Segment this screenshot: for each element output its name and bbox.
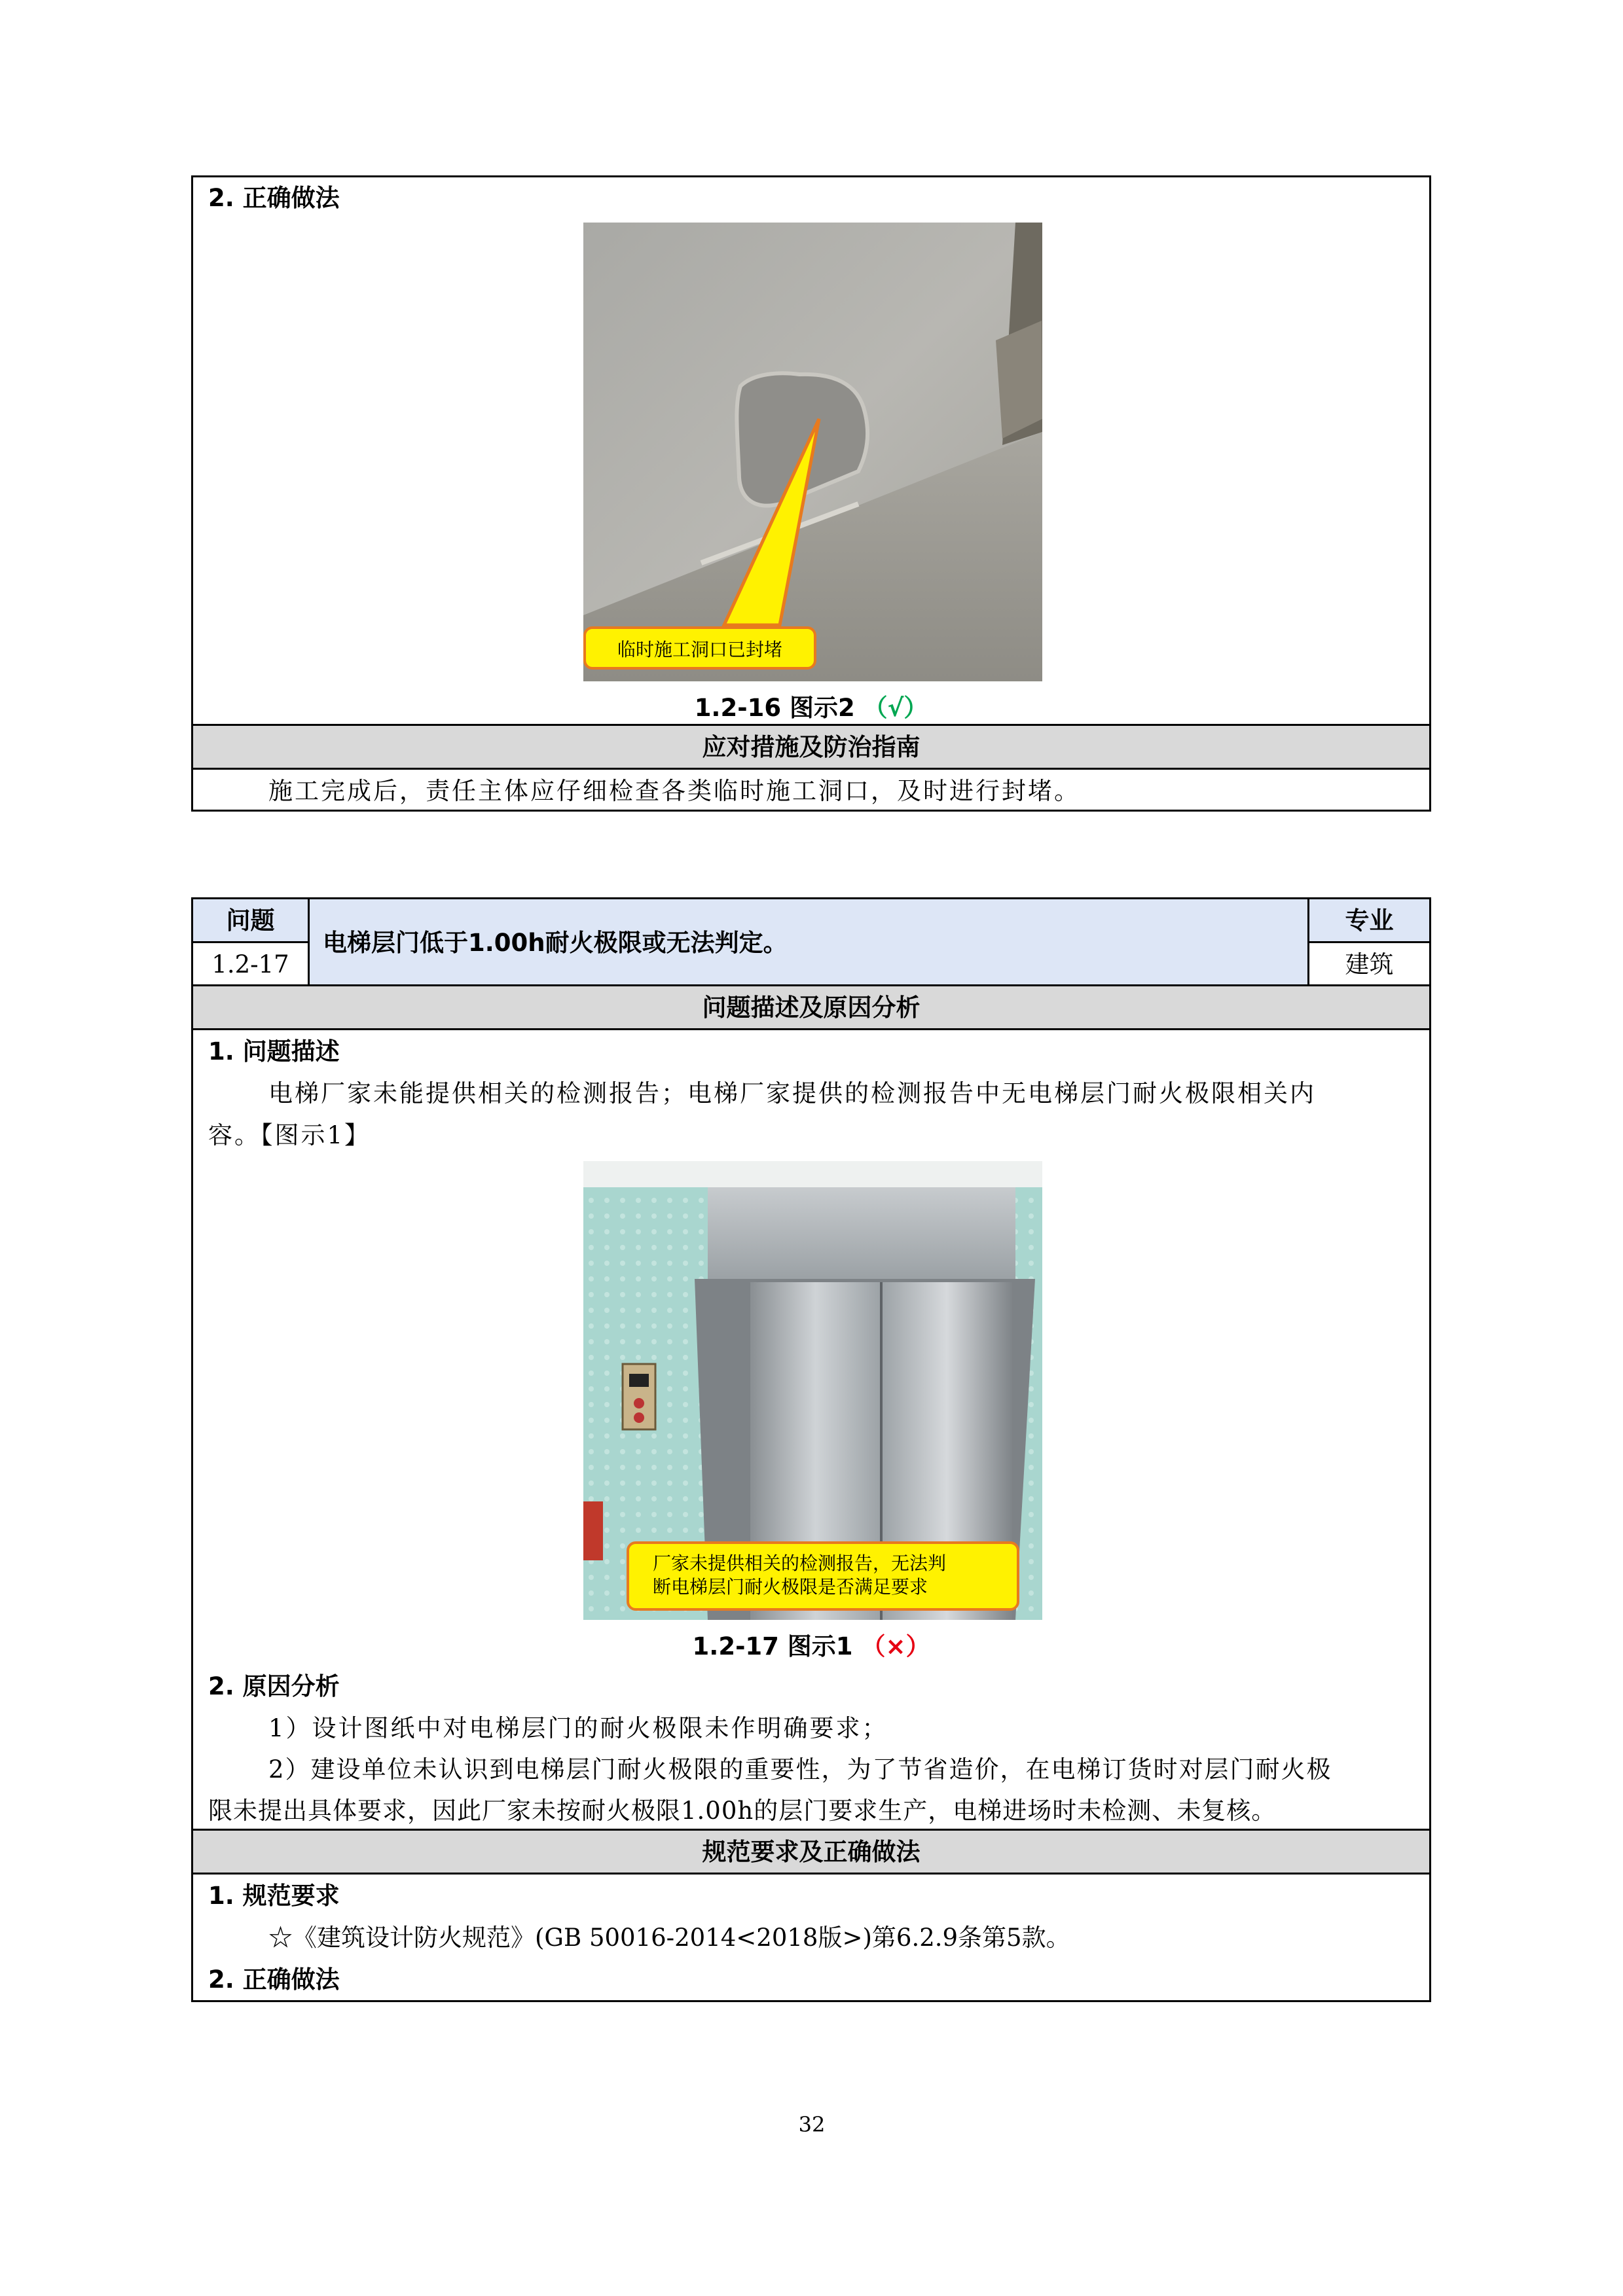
guide-title: 应对措施及防治指南	[702, 733, 921, 761]
issue-label: 问题	[226, 906, 275, 935]
guide-text: 施工完成后，责任主体应仔细检查各类临时施工洞口，及时进行封堵。	[268, 777, 1080, 805]
problem-description-line1: 电梯厂家未能提供相关的检测报告；电梯厂家提供的检测报告中无电梯层门耐火极限相关内	[268, 1079, 1316, 1107]
issue-title: 电梯层门低于1.00h耐火极限或无法判定。	[323, 929, 788, 957]
divider	[191, 1028, 1431, 1030]
divider	[191, 1873, 1431, 1874]
major-value: 建筑	[1345, 950, 1394, 978]
elevator-door-photo	[583, 1161, 1042, 1620]
spec-title: 规范要求及正确做法	[702, 1838, 921, 1866]
spec-heading: 1. 规范要求	[208, 1882, 340, 1910]
divider	[191, 768, 1431, 770]
analysis-title: 问题描述及原因分析	[702, 994, 921, 1022]
wall-image	[583, 223, 1042, 681]
major-label: 专业	[1345, 906, 1394, 935]
problem-description-line2: 容。【图示1】	[208, 1121, 371, 1149]
correct-practice-heading: 2. 正确做法	[208, 184, 340, 212]
divider	[191, 941, 310, 943]
cross-mark: （×）	[861, 1632, 930, 1660]
correct-practice-heading-b: 2. 正确做法	[208, 1965, 340, 1994]
spec-text: ☆《建筑设计防火规范》(GB 50016-2014<2018版>)第6.2.9条第5款。	[268, 1924, 1070, 1952]
cause-item-2-line1: 2）建设单位未认识到电梯层门耐火极限的重要性，为了节省造价，在电梯订货时对层门耐火极	[268, 1755, 1332, 1784]
problem-description-heading: 1. 问题描述	[208, 1037, 340, 1066]
cause-analysis-heading: 2. 原因分析	[208, 1672, 340, 1700]
sealed-hole-photo	[583, 223, 1042, 681]
issue-number: 1.2-17	[211, 950, 289, 978]
divider	[1307, 941, 1431, 943]
figure-caption-b: 1.2-17 图示1 （×）	[692, 1632, 930, 1660]
sealed-hole-label: 临时施工洞口已封堵	[583, 626, 816, 670]
check-mark: （√）	[863, 694, 928, 722]
figure-caption-a: 1.2-16 图示2 （√）	[694, 694, 928, 722]
page-number: 32	[798, 2112, 826, 2137]
cause-item-2-line2: 限未提出具体要求，因此厂家未按耐火极限1.00h的层门要求生产，电梯进场时未检测、未复核。	[208, 1797, 1277, 1825]
elevator-label: 厂家未提供相关的检测报告，无法判 断电梯层门耐火极限是否满足要求	[627, 1541, 1019, 1611]
cause-item-1: 1）设计图纸中对电梯层门的耐火极限未作明确要求；	[268, 1714, 888, 1742]
